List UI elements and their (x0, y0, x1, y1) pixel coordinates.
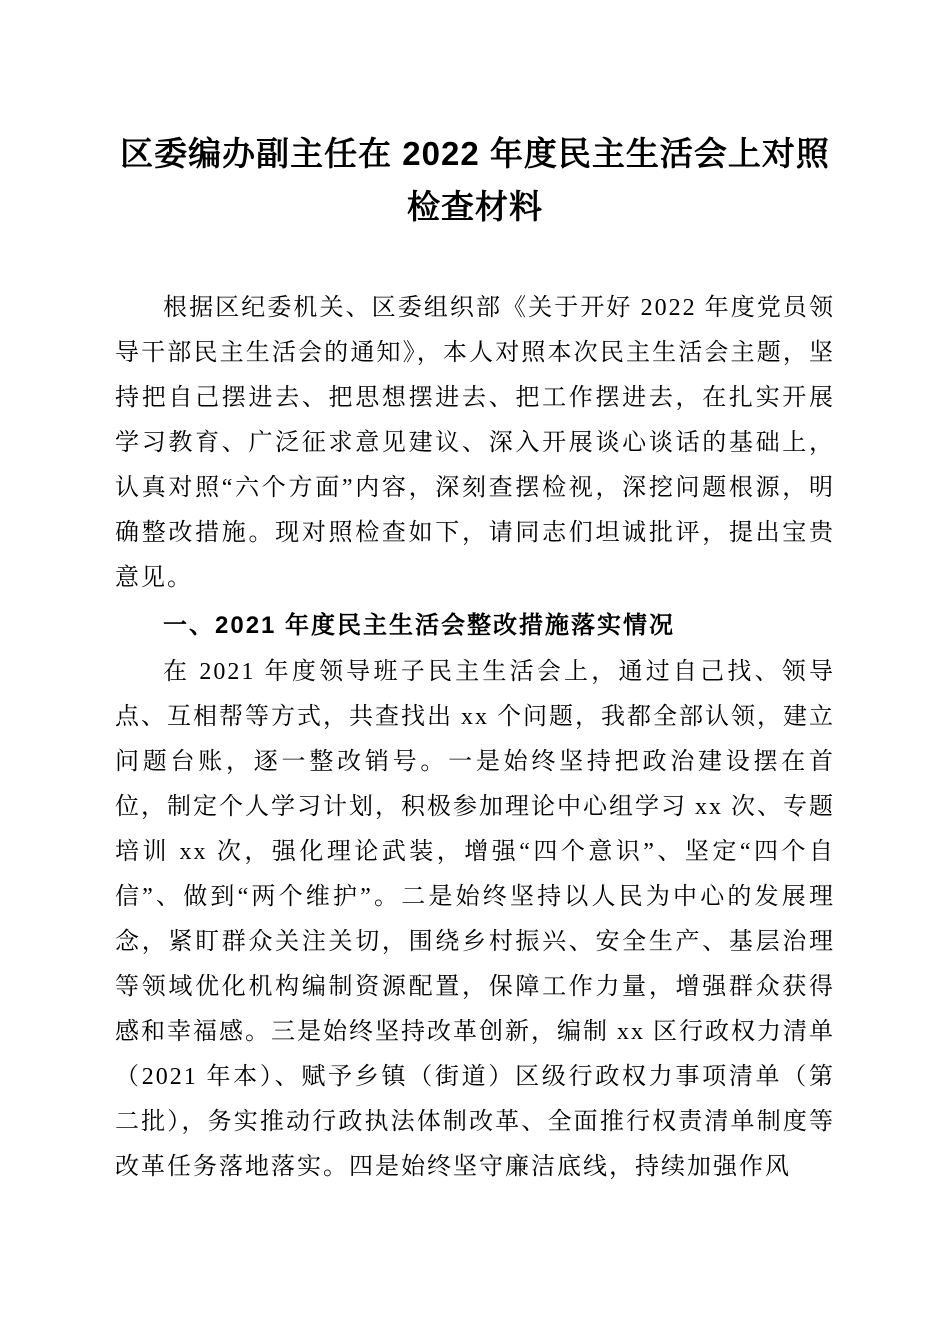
paragraph-body: 在 2021 年度领导班子民主生活会上，通过自己找、领导点、互相帮等方式，共查找出 xx 个问题，我都全部认领，建立问题台账，逐一整改销号。一是始终坚持把政治建设摆在首位，制定个人学习计划，积极参加理论中心组学习 xx 次、专题培训 xx 次，强化理论武装，增强“四个意识”、坚定“四个自信”、做到“两个维护”。二是始终坚持以人民为中心的发展理念，紧盯群众关注关切，围绕乡村振兴、安全生产、基层治理等领域优化机构编制资源配置，保障工作力量，增强群众获得感和幸福感。三是始终坚持改革创新，编制 xx 区行政权力清单（2021 年本）、赋予乡镇（街道）区级行政权力事项清单（第二批），务实推动行政执法体制改革、全面推行权责清单制度等改革任务落地落实。四是始终坚守廉洁底线，持续加强作风 (115, 658, 835, 1180)
section-heading: 一、2021 年度民主生活会整改措施落实情况 (163, 611, 676, 639)
document-title: 区委编办副主任在 2022 年度民主生活会上对照检查材料 (120, 135, 830, 225)
paragraph-intro: 根据区纪委机关、区委组织部《关于开好 2022 年度党员领导干部民主生活会的通知》，本人对照本次民主生活会主题，坚持把自己摆进去、把思想摆进去、把工作摆进去，在扎实开展学习教育、广泛征求意见建议、深入开展谈心谈话的基础上，认真对照“六个方面”内容，深刻查摆检视，深挖问题根源，明确整改措施。现对照检查如下，请同志们坦诚批评，提出宝贵意见。 (115, 294, 835, 591)
